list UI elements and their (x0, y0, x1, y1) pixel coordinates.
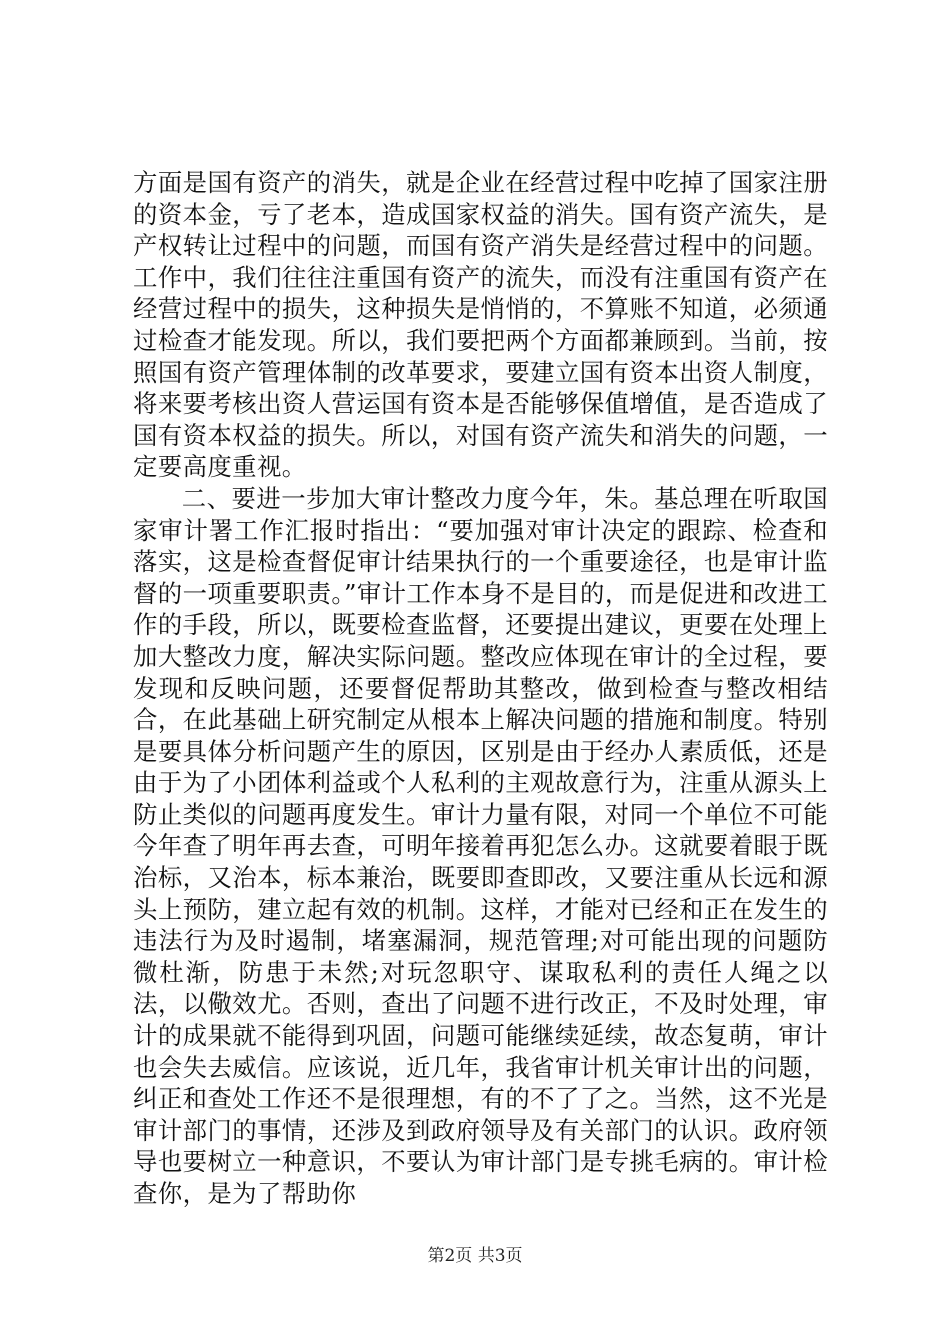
document-body (133, 167, 828, 1210)
paragraph-1: 方面是国有资产的消失，就是企业在经营过程中吃掉了国家注册的资本金，亏了老本，造成国家权益的消失。国有资产流失，是产权转让过程中的问题，而国有资产消失是经营过程中的问题。工作中，我们往往注重国有资产的流失，而没有注重国有资产在经营过程中的损失，这种损失是悄悄的，不算账不知道，必须通过检查才能发现。所以，我们要把两个方面都兼顾到。当前，按照国有资产管理体制的改革要求，要建立国有资本出资人制度，将来要考核出资人营运国有资本是否能够保值增值，是否造成了国有资本权益的损失。所以，对国有资产流失和消失的问题，一定要高度重视。 (133, 168, 828, 482)
page-number-footer: 第2页 共3页 (427, 1246, 523, 1266)
paragraph-2: 二、要进一步加大审计整改力度今年，朱。基总理在听取国家审计署工作汇报时指出：“要加强对审计决定的跟踪、检查和落实，这是检查督促审计结果执行的一个重要途径，也是审计监督的一项重要职责。”审计工作本身不是目的，而是促进和改进工作的手段，所以，既要检查监督，还要提出建议，更要在处理上加大整改力度，解决实际问题。整改应体现在审计的全过程，要发现和反映问题，还要督促帮助其整改，做到检查与整改相结合，在此基础上研究制定从根本上解决问题的措施和制度。特别是要具体分析问题产生的原因，区别是由于经办人素质低，还是由于为了小团体利益或个人私利的主观故意行为，注重从源头上防止类似的问题再度发生。审计力量有限，对同一个单位不可能今年查了明年再去查，可明年接着再犯怎么办。这就要着眼于既治标，又治本，标本兼治，既要即查即改，又要注重从长远和源头上预防，建立起有效的机制。这样，才能对已经和正在发生的违法行为及时遏制，堵塞漏洞，规范管理;对可能出现的问题防微杜渐，防患于未然;对玩忽职守、谋取私利的责任人绳之以法，以儆效尤。否则，查出了问题不进行改正，不及时处理，审计的成果就不能得到巩固，问题可能继续延续，故态复萌，审计也会失去威信。应该说，近几年，我省审计机关审计出的问题，纠正和查处工作还不是很理想，有的不了了之。当然，这不光是审计部门的事情，还涉及到政府领导及有关部门的认识。政府领导也要树立一种意识，不要认为审计部门是专挑毛病的。审计检查你，是为了帮助你 (133, 483, 828, 1208)
